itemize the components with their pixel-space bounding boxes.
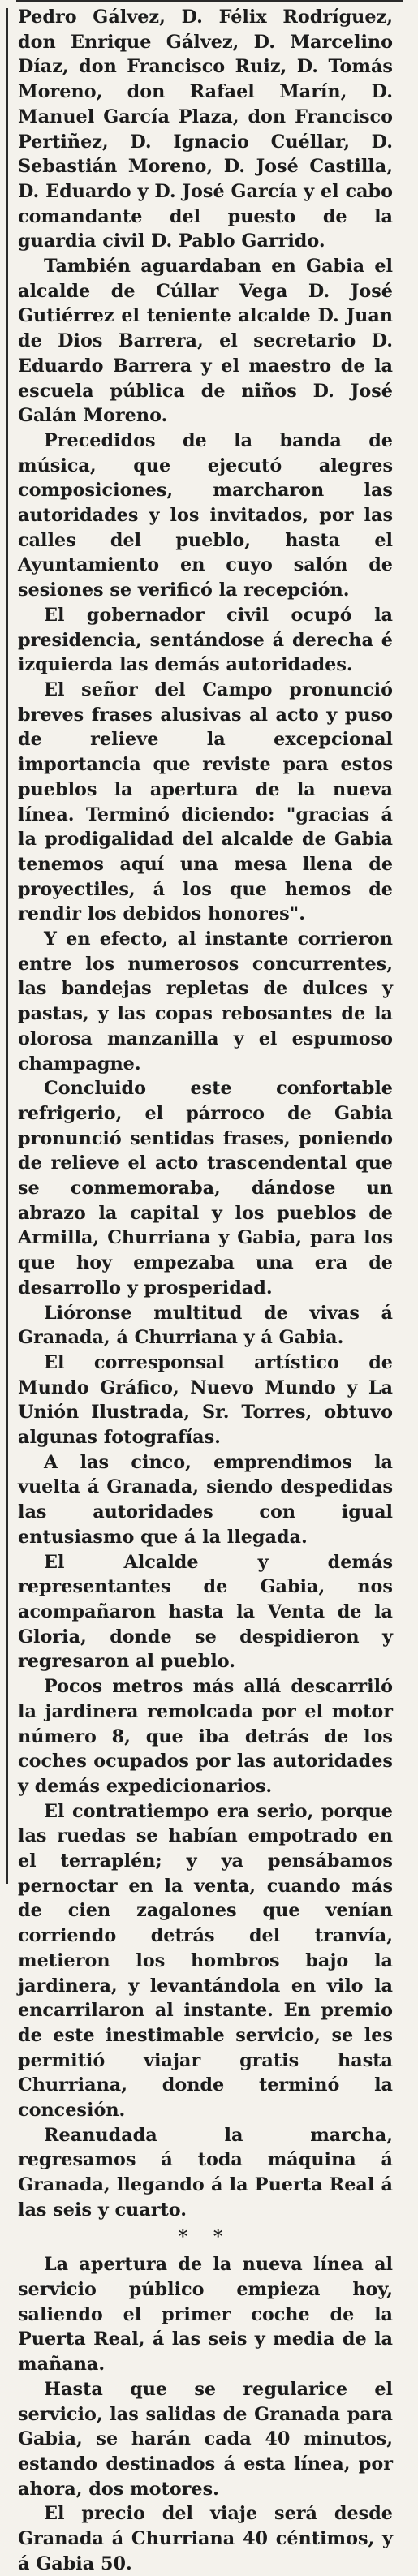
paragraph-photographer: El corresponsal artístico de Mundo Gráfico, Nuevo Mundo y La Unión Ilustrada, Sr. Torres, obtuvo algunas fotografías. bbox=[18, 1351, 393, 1449]
paragraph-farewell: El Alcalde y demás representantes de Gabia, nos acompañaron hasta la Venta de la Gloria, donde se despidieron y regresaron al pueblo. bbox=[18, 1551, 393, 1673]
paragraph-derailment: Pocos metros más allá descarriló la jardinera remolcada por el motor número 8, que iba detrás de los coches ocupados por las autoridades y demás expedicionarios. bbox=[18, 1676, 393, 1797]
column-divider-left bbox=[6, 8, 8, 1884]
paragraph-procession: Precedidos de la banda de música, que ejecutó alegres composiciones, marcharon las autoridades y los invitados, por las calles del pueblo, hasta el Ayuntamiento en cuyo salón de sesiones se verificó la recepción. bbox=[18, 429, 393, 601]
top-rule bbox=[16, 0, 403, 2]
paragraph-attendees: Pedro Gálvez, D. Félix Rodríguez, don Enrique Gálvez, D. Marcelino Díaz, don Francisco Ruiz, D. Tomás Moreno, don Rafael Marín, D. Manuel García Plaza, don Francisco Pertiñez, D. Ignacio Cuéllar, D. Sebastián Moreno, D. José Castilla, D. Eduardo y D. José García y el cabo comandante del puesto de la guardia civil D. Pablo Garrido. bbox=[18, 6, 393, 252]
paragraph-awaiting: También aguardaban en Gabia el alcalde de Cúllar Vega D. José Gutiérrez el teniente alcalde D. Juan de Dios Barrera, el secretario D. Eduardo Barrera y el maestro de la escuela pública de niños D. José Galán Moreno. bbox=[18, 256, 393, 427]
paragraph-refreshments: Y en efecto, al instante corrieron entre los numerosos concurrentes, las bandejas repletas de dulces y pastas, y las copas rebosantes de la olorosa manzanilla y el espumoso champagne. bbox=[18, 928, 393, 1075]
paragraph-presidency: El gobernador civil ocupó la presidencia, sentándose á derecha é izquierda las demás autoridades. bbox=[18, 604, 393, 676]
paragraph-speech: El señor del Campo pronunció breves frases alusivas al acto y puso de relieve la excepcional importancia que reviste para estos pueblos la apertura de la nueva línea. Terminó diciendo: "gracias á la prodigalidad del alcalde de Gabia tenemos aquí una mesa llena de proyectiles, á los que hemos de rendir los debidos honores". bbox=[18, 678, 393, 925]
paragraph-schedule: Hasta que se regularice el servicio, las salidas de Granada para Gabia, se harán cada 40 minutos, estando destinados á esta línea, por ahora, dos motores. bbox=[18, 2378, 393, 2500]
paragraph-cheers: Lióronse multitud de vivas á Granada, á Churriana y á Gabia. bbox=[18, 1302, 393, 1349]
section-separator: * * bbox=[178, 2225, 233, 2247]
paragraph-priest: Concluido este confortable refrigerio, el párroco de Gabia pronunció sentidas frases, poniendo de relieve el acto trascendental que se conmemoraba, dándose un abrazo la capital y los pueblos de Armilla, Churriana y Gabia, para los que hoy empezaba una era de desarrollo y prosperidad. bbox=[18, 1078, 393, 1299]
article-column bbox=[18, 5, 393, 2576]
paragraph-opening: La apertura de la nueva línea al servicio público empieza hoy, saliendo el primer coche de la Puerta Real, á las seis y media de la mañana. bbox=[18, 2254, 393, 2376]
paragraph-fares: El precio del viaje será desde Granada á Churriana 40 céntimos, y á Gabia 50. bbox=[18, 2503, 393, 2574]
paragraph-rescue: El contratiempo era serio, porque las ruedas se habían empotrado en el terraplén; y ya pensábamos pernoctar en la venta, cuando más de cien zagalones que venían corriendo detrás del tranvía, metieron los hombros bajo la jardinera, y levantándola en vilo la encarrilaron al instante. En premio de este inestimable servicio, se les permitió viajar gratis hasta Churriana, donde terminó la concesión. bbox=[18, 1800, 393, 2122]
paragraph-arrival: Reanudada la marcha, regresamos á toda máquina á Granada, llegando á la Puerta Real á las seis y cuarto. bbox=[18, 2124, 393, 2221]
paragraph-return: A las cinco, emprendimos la vuelta á Granada, siendo despedidas las autoridades con igual entusiasmo que á la llegada. bbox=[18, 1451, 393, 1548]
